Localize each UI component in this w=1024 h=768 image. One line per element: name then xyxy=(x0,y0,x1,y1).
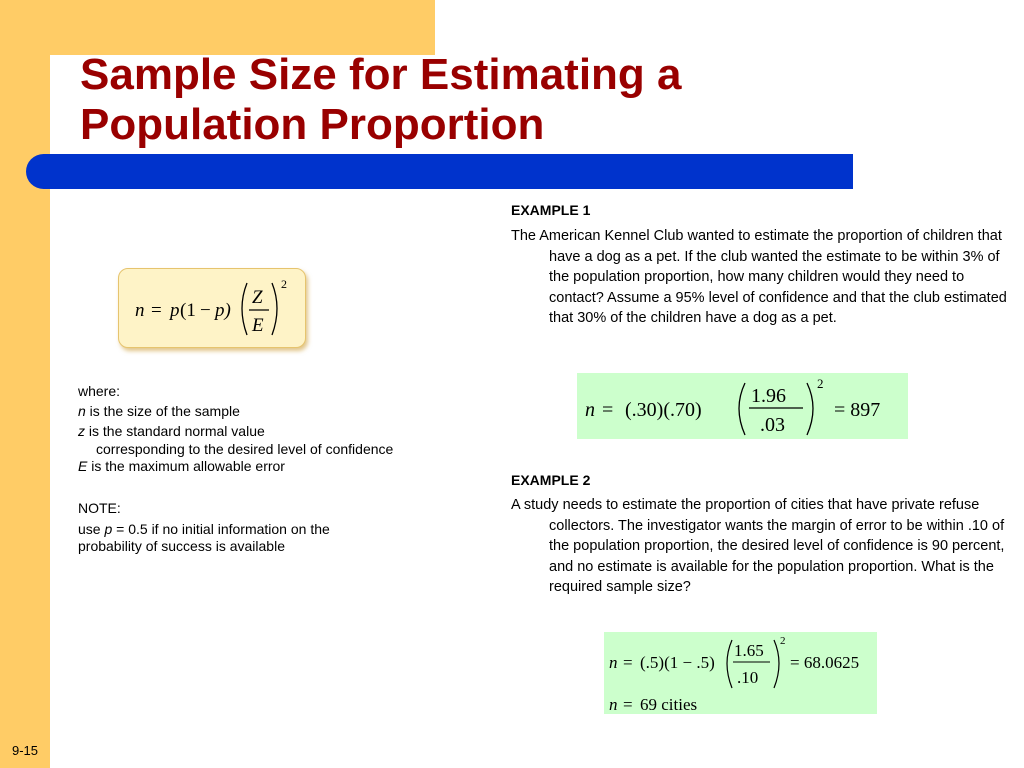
definition-z xyxy=(78,421,478,441)
example1-equation xyxy=(577,373,908,439)
slide-number: 9-15 xyxy=(12,743,39,758)
ex2-n-final: n xyxy=(609,695,618,714)
ex2-result: = 68.0625 xyxy=(790,653,860,672)
formula-Z: Z xyxy=(252,287,263,308)
formula-p: p xyxy=(170,300,180,321)
symbol-p: p xyxy=(104,521,113,537)
formula-equals: = xyxy=(151,300,162,321)
example2-equation xyxy=(604,632,877,714)
sample-size-formula xyxy=(119,269,305,347)
ex2-left-paren xyxy=(727,640,732,688)
definition-E xyxy=(78,458,478,475)
formula-n: n xyxy=(135,300,145,321)
symbol-n: n xyxy=(78,403,86,419)
where-label: where: xyxy=(78,383,121,399)
note-text-line2: probability of success is available xyxy=(78,538,285,554)
sample-size-formula-box xyxy=(118,268,306,348)
formula-one: (1 xyxy=(180,300,196,321)
title-underline-bar xyxy=(26,154,853,189)
ex1-factors: (.30)(.70) xyxy=(625,399,702,421)
definitions-block xyxy=(78,381,478,475)
example1-solution-box xyxy=(577,373,908,439)
example2-solution-box xyxy=(604,632,877,714)
formula-E: E xyxy=(252,315,264,336)
formula-minus: − xyxy=(200,300,211,321)
ex2-n: n xyxy=(609,653,618,672)
left-accent-bar xyxy=(0,0,50,768)
ex1-n: n xyxy=(585,399,595,421)
title-line-2: Population Proportion xyxy=(80,100,545,149)
definition-n xyxy=(78,401,478,421)
ex1-result: = 897 xyxy=(834,399,881,421)
symbol-E: E xyxy=(78,458,88,474)
note-use: use xyxy=(78,521,105,537)
formula-right-paren xyxy=(272,283,277,335)
ex1-equals: = xyxy=(602,399,614,421)
ex2-numerator: 1.65 xyxy=(734,641,764,660)
example1-body: The American Kennel Club wanted to estimate the proportion of children that have a dog as a pet. If the club wanted the estimate to be within 3% of the population proportion, how many children would they need to contact? Assume a 95% level of confidence and that the club estimated that 30% of the children have a dog as a pet. xyxy=(511,228,1007,326)
ex2-factors: (.5)(1 − .5) xyxy=(640,653,715,672)
formula-p2: p) xyxy=(215,300,231,321)
definition-n-text: is the size of the sample xyxy=(85,403,240,419)
slide-title xyxy=(80,50,840,150)
ex2-denominator: .10 xyxy=(737,668,759,687)
ex1-left-paren xyxy=(739,383,745,435)
ex1-right-paren xyxy=(807,383,813,435)
ex1-numerator: 1.96 xyxy=(751,385,786,407)
ex1-exponent: 2 xyxy=(817,376,824,391)
ex1-denominator: .03 xyxy=(760,414,785,436)
note-text: = 0.5 if no initial information on the xyxy=(112,521,330,537)
example2-heading: EXAMPLE 2 xyxy=(511,472,591,488)
symbol-z: z xyxy=(78,423,85,439)
ex2-equals: = xyxy=(623,653,633,672)
example2-body: A study needs to estimate the proportion of cities that have private refuse collectors. The investigator wants the margin of error to be within .10 of the population proportion, the desired level of confidence is 90 percent, and no estimate is available for the population proportion. What is the required sample size? xyxy=(511,497,1005,595)
definition-E-text: is the maximum allowable error xyxy=(87,458,285,474)
example1-heading: EXAMPLE 1 xyxy=(511,202,591,218)
top-accent-band xyxy=(0,0,435,55)
note-block xyxy=(78,499,478,554)
note-text-line1 xyxy=(78,520,478,539)
note-label: NOTE: xyxy=(78,500,121,516)
ex2-equals-final: = xyxy=(623,695,633,714)
definition-z-text: is the standard normal value xyxy=(85,423,265,439)
ex2-right-paren xyxy=(774,640,779,688)
ex2-final-answer: 69 cities xyxy=(640,695,698,714)
formula-exponent: 2 xyxy=(281,277,287,291)
ex2-exponent: 2 xyxy=(780,635,786,647)
definition-z-continued: corresponding to the desired level of confidence xyxy=(96,441,394,457)
formula-left-paren xyxy=(242,283,247,335)
title-line-1: Sample Size for Estimating a xyxy=(80,50,682,99)
